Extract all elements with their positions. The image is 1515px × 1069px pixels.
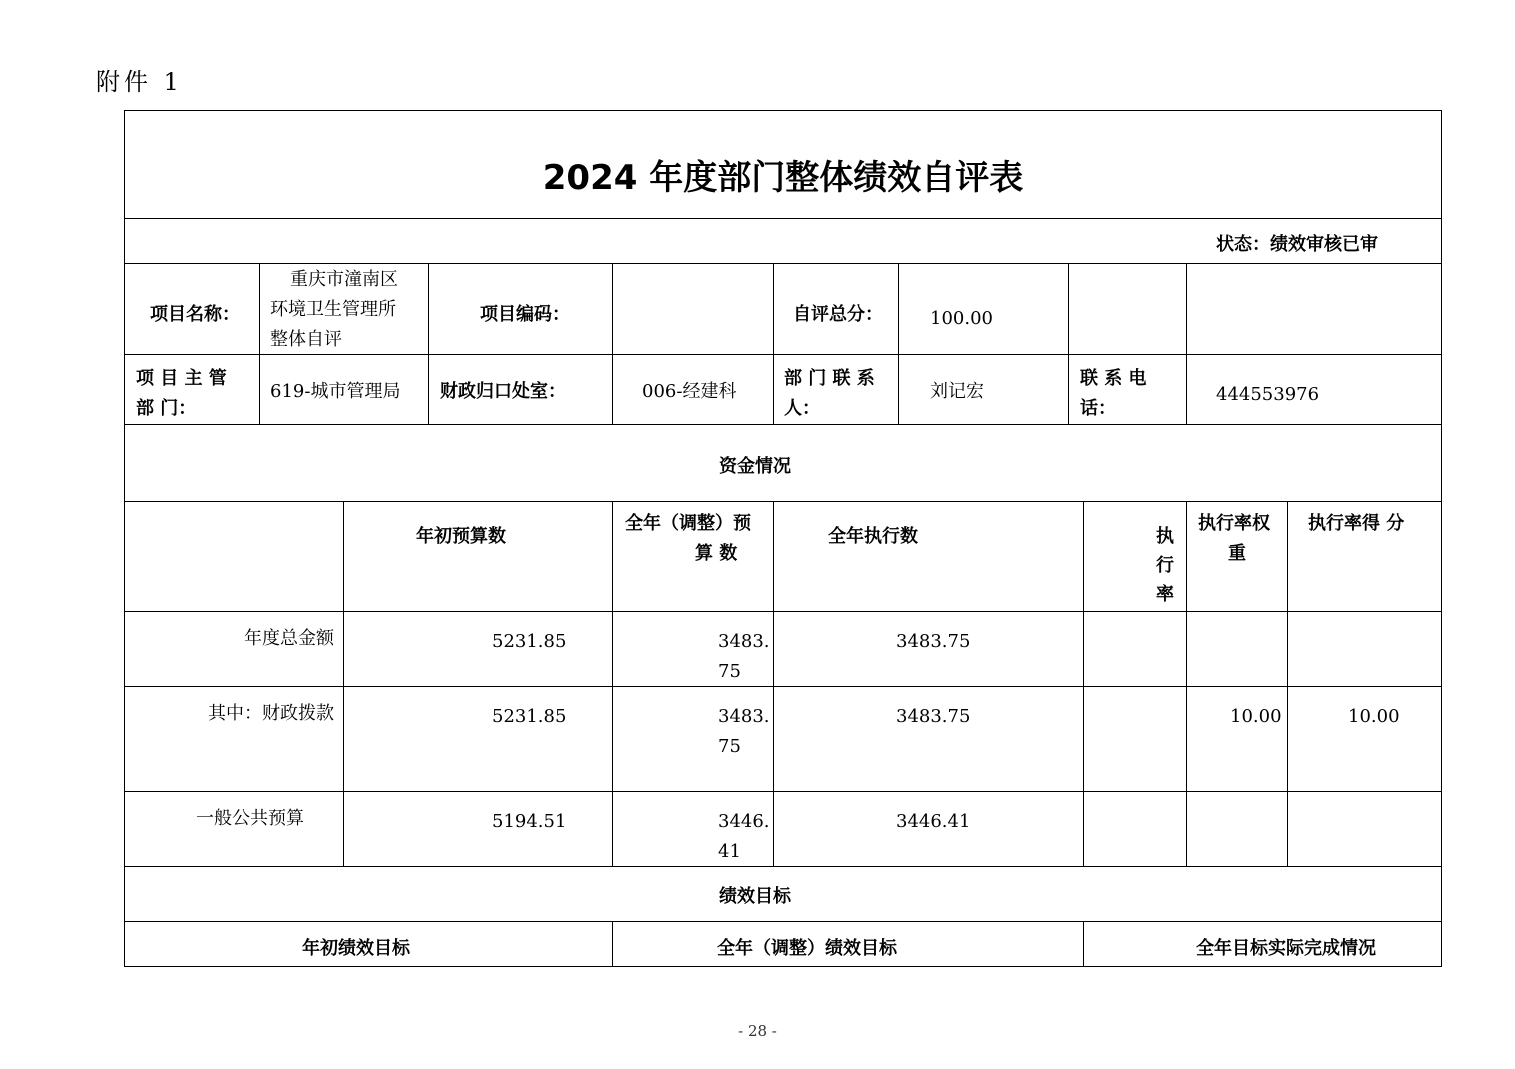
row-executed: 3483.75 xyxy=(896,706,971,727)
table-rule xyxy=(1287,501,1288,866)
goals-adjusted-header: 全年（调整）绩效目标 xyxy=(717,938,897,959)
dept-label-line-1: 项 目 主 管 xyxy=(136,368,227,389)
row-adjusted-line-1: 3483. xyxy=(718,631,770,652)
row-score: 10.00 xyxy=(1348,706,1400,727)
header-adjusted-line-1: 全年（调整）预 xyxy=(625,513,751,534)
project-name-line-1: 重庆市潼南区 xyxy=(290,269,398,290)
table-rule xyxy=(124,686,1442,687)
row-executed: 3446.41 xyxy=(896,811,971,832)
table-rule xyxy=(124,866,1442,867)
table-rule xyxy=(124,921,1442,922)
header-executed: 全年执行数 xyxy=(828,526,918,547)
finance-value: 006-经建科 xyxy=(642,381,737,402)
table-rule xyxy=(124,611,1442,612)
row-adjusted-line-1: 3446. xyxy=(718,811,770,832)
row-adjusted-line-2: 75 xyxy=(718,661,741,682)
row-initial: 5231.85 xyxy=(492,631,567,652)
table-rule xyxy=(343,501,344,866)
score-label: 自评总分： xyxy=(793,304,883,325)
table-rule xyxy=(773,501,774,866)
row-weight: 10.00 xyxy=(1230,706,1282,727)
project-code-label: 项目编码： xyxy=(480,304,570,325)
table-rule xyxy=(1083,501,1084,866)
finance-label: 财政归口处室： xyxy=(440,381,566,402)
table-rule xyxy=(773,263,774,424)
row-label: 其中：财政拨款 xyxy=(208,703,334,724)
header-rate-char-1: 执 xyxy=(1156,526,1174,547)
table-rule xyxy=(1186,501,1187,866)
table-rule xyxy=(124,501,1442,502)
table-rule xyxy=(1068,263,1069,424)
goals-initial-header: 年初绩效目标 xyxy=(302,938,410,959)
row-initial: 5194.51 xyxy=(492,811,567,832)
header-weight-line-1: 执行率权 xyxy=(1198,513,1270,534)
row-adjusted-line-2: 75 xyxy=(718,736,741,757)
table-rule xyxy=(612,501,613,866)
score-value: 100.00 xyxy=(930,308,993,329)
page-number: - 28 - xyxy=(738,1022,777,1040)
goals-actual-header: 全年目标实际完成情况 xyxy=(1196,938,1376,959)
table-rule xyxy=(428,263,429,424)
dept-label-line-2: 部 门： xyxy=(136,398,197,419)
page-title: 2024 年度部门整体绩效自评表 xyxy=(542,158,1024,198)
project-name-label: 项目名称： xyxy=(150,304,240,325)
project-name-line-3: 整体自评 xyxy=(270,329,342,350)
header-initial-budget: 年初预算数 xyxy=(416,526,506,547)
phone-label-line-2: 话： xyxy=(1080,398,1116,419)
table-rule xyxy=(612,263,613,424)
row-label: 一般公共预算 xyxy=(196,808,304,829)
table-rule xyxy=(124,424,1442,425)
table-rule xyxy=(259,263,260,424)
table-rule xyxy=(898,263,899,424)
project-name-line-2: 环境卫生管理所 xyxy=(270,299,396,320)
table-rule xyxy=(124,263,1442,264)
header-rate-char-3: 率 xyxy=(1156,584,1174,605)
contact-label-line-2: 人： xyxy=(784,398,820,419)
contact-value: 刘记宏 xyxy=(930,381,984,402)
row-adjusted-line-1: 3483. xyxy=(718,706,770,727)
table-rule xyxy=(1186,263,1187,424)
table-rule xyxy=(124,791,1442,792)
goals-section-title: 绩效目标 xyxy=(719,886,791,907)
header-weight-line-2: 重 xyxy=(1228,543,1246,564)
status-badge: 状态：绩效审核已审 xyxy=(1216,234,1378,255)
table-rule xyxy=(124,218,1442,219)
funds-section-title: 资金情况 xyxy=(719,456,791,477)
row-initial: 5231.85 xyxy=(492,706,567,727)
row-label: 年度总金额 xyxy=(244,628,334,649)
attachment-label: 附件 1 xyxy=(96,68,183,96)
row-executed: 3483.75 xyxy=(896,631,971,652)
phone-label-line-1: 联 系 电 xyxy=(1080,368,1147,389)
dept-value: 619-城市管理局 xyxy=(270,381,401,402)
header-rate-char-2: 行 xyxy=(1156,555,1174,576)
table-rule xyxy=(1083,921,1084,967)
header-rate-score: 执行率得 分 xyxy=(1308,513,1405,534)
contact-label-line-1: 部 门 联 系 xyxy=(784,368,875,389)
phone-value: 444553976 xyxy=(1216,384,1320,405)
row-adjusted-line-2: 41 xyxy=(718,841,741,862)
header-adjusted-line-2: 算 数 xyxy=(695,543,738,564)
